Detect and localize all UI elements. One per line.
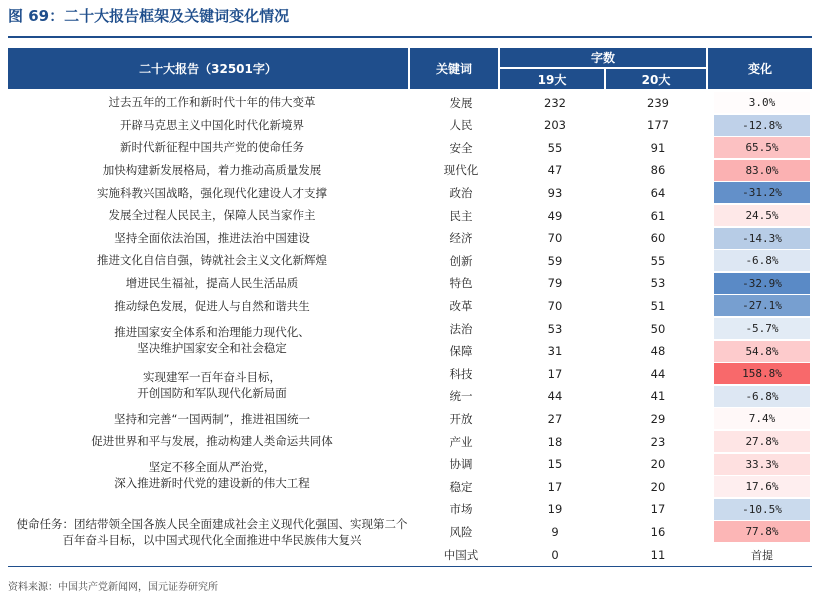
count-20th: 61	[650, 208, 666, 223]
keyword-cell: 统一	[449, 389, 473, 404]
change-cell: -14.3%	[714, 228, 810, 249]
report-topic: 促进世界和平与发展，推动构建人类命运共同体	[91, 434, 333, 449]
keyword-cell: 创新	[449, 253, 473, 268]
change-cell: 17.6%	[714, 476, 810, 497]
change-cell: 77.8%	[714, 521, 810, 542]
title-divider	[8, 36, 812, 38]
count-19th: 79	[547, 276, 563, 291]
change-cell: 首提	[714, 544, 810, 565]
count-20th: 20	[650, 479, 666, 494]
keyword-cell: 经济	[449, 231, 473, 246]
count-20th: 60	[650, 231, 666, 246]
count-20th: 177	[647, 118, 669, 133]
keyword-cell: 人民	[449, 118, 473, 133]
header-change: 变化	[708, 48, 812, 89]
report-topic: 坚持和完善“一国两制”，推进祖国统一	[114, 411, 310, 426]
change-cell: 54.8%	[714, 341, 810, 362]
count-19th: 70	[547, 298, 563, 313]
report-topic: 加快构建新发展格局，着力推动高质量发展	[102, 163, 322, 178]
count-20th: 29	[650, 411, 666, 426]
report-topic: 发展全过程人民民主，保障人民当家作主	[108, 208, 316, 223]
keyword-cell: 科技	[449, 366, 473, 381]
keyword-cell: 协调	[449, 457, 473, 472]
change-cell: -5.7%	[714, 318, 810, 339]
count-19th: 18	[547, 434, 563, 449]
count-19th: 31	[547, 344, 563, 359]
change-cell: -27.1%	[714, 295, 810, 316]
count-20th: 48	[650, 344, 666, 359]
count-19th: 70	[547, 231, 563, 246]
keyword-cell: 现代化	[443, 163, 479, 178]
change-cell: 27.8%	[714, 431, 810, 452]
change-cell: 65.5%	[714, 137, 810, 158]
count-20th: 239	[647, 95, 669, 110]
count-20th: 53	[650, 276, 666, 291]
change-cell: -32.9%	[714, 273, 810, 294]
count-19th: 232	[544, 95, 566, 110]
count-20th: 20	[650, 457, 666, 472]
count-19th: 47	[547, 163, 563, 178]
count-19th: 19	[547, 502, 563, 517]
report-topic: 推进国家安全体系和治理能力现代化、 坚决维护国家安全和社会稳定	[114, 324, 310, 355]
data-table-body	[8, 91, 812, 566]
change-cell: -31.2%	[714, 182, 810, 203]
count-19th: 15	[547, 457, 563, 472]
count-20th: 11	[650, 547, 666, 562]
count-20th: 51	[650, 298, 666, 313]
count-19th: 17	[547, 366, 563, 381]
change-cell: 7.4%	[714, 408, 810, 429]
report-topic: 坚定不移全面从严治党， 深入推进新时代党的建设新的伟大工程	[114, 460, 310, 491]
keyword-cell: 稳定	[449, 479, 473, 494]
keyword-cell: 保障	[449, 344, 473, 359]
change-cell: 24.5%	[714, 205, 810, 226]
keyword-cell: 政治	[449, 185, 473, 200]
count-19th: 53	[547, 321, 563, 336]
source-note: 资料来源：中国共产党新闻网，国元证券研究所	[8, 582, 218, 593]
keyword-cell: 风险	[449, 524, 473, 539]
header-keyword: 关键词	[410, 48, 498, 89]
count-19th: 9	[551, 524, 559, 539]
report-topic: 增进民生福祉，提高人民生活品质	[125, 276, 299, 291]
count-20th: 86	[650, 163, 666, 178]
report-topic: 过去五年的工作和新时代十年的伟大变革	[108, 95, 316, 110]
report-topic: 推动绿色发展，促进人与自然和谐共生	[114, 298, 310, 313]
keyword-cell: 特色	[449, 276, 473, 291]
count-19th: 59	[547, 253, 563, 268]
count-19th: 203	[544, 118, 566, 133]
keyword-cell: 安全	[449, 140, 473, 155]
change-cell: 3.0%	[714, 92, 810, 113]
change-cell: 33.3%	[714, 454, 810, 475]
count-19th: 93	[547, 185, 563, 200]
report-topic: 实施科教兴国战略，强化现代化建设人才支撑	[97, 185, 327, 200]
change-cell: -6.8%	[714, 386, 810, 407]
count-20th: 55	[650, 253, 666, 268]
count-20th: 16	[650, 524, 666, 539]
count-20th: 23	[650, 434, 666, 449]
change-cell: 158.8%	[714, 363, 810, 384]
keyword-cell: 开放	[449, 411, 473, 426]
keyword-cell: 中国式	[443, 547, 479, 562]
count-19th: 0	[551, 547, 559, 562]
count-20th: 91	[650, 140, 666, 155]
report-topic: 新时代新征程中国共产党的使命任务	[120, 140, 304, 155]
header-wordcount: 字数	[500, 48, 706, 67]
report-topic: 使命任务：团结带领全国各族人民全面建成社会主义现代化强国、实现第二个百年奋斗目标，以中国式现代化全面推进中华民族伟大复兴	[16, 516, 408, 547]
count-20th: 50	[650, 321, 666, 336]
change-cell: -12.8%	[714, 115, 810, 136]
count-19th: 27	[547, 411, 563, 426]
header-report: 二十大报告（32501字）	[8, 48, 408, 89]
report-topic: 推进文化自信自强，铸就社会主义文化新辉煌	[97, 253, 327, 268]
keyword-cell: 市场	[449, 502, 473, 517]
report-topic: 开辟马克思主义中国化时代化新境界	[120, 117, 304, 132]
count-19th: 44	[547, 389, 563, 404]
header-19th: 19大	[500, 69, 604, 89]
keyword-cell: 产业	[449, 434, 473, 449]
keyword-cell: 改革	[449, 298, 473, 313]
report-topic: 实现建军一百年奋斗目标， 开创国防和军队现代化新局面	[137, 369, 287, 400]
count-19th: 55	[547, 140, 563, 155]
keyword-cell: 法治	[449, 321, 473, 336]
change-cell: 83.0%	[714, 160, 810, 181]
change-cell: -6.8%	[714, 250, 810, 271]
header-20th: 20大	[606, 69, 706, 89]
count-19th: 49	[547, 208, 563, 223]
count-20th: 17	[650, 502, 666, 517]
figure-title: 图 69：二十大报告框架及关键词变化情况	[8, 7, 290, 25]
keyword-cell: 民主	[449, 208, 473, 223]
report-topic: 坚持全面依法治国，推进法治中国建设	[114, 230, 310, 245]
change-cell: -10.5%	[714, 499, 810, 520]
count-20th: 44	[650, 366, 666, 381]
count-20th: 41	[650, 389, 666, 404]
keyword-cell: 发展	[449, 95, 473, 110]
count-20th: 64	[650, 185, 666, 200]
count-19th: 17	[547, 479, 563, 494]
footer-divider	[8, 566, 812, 567]
